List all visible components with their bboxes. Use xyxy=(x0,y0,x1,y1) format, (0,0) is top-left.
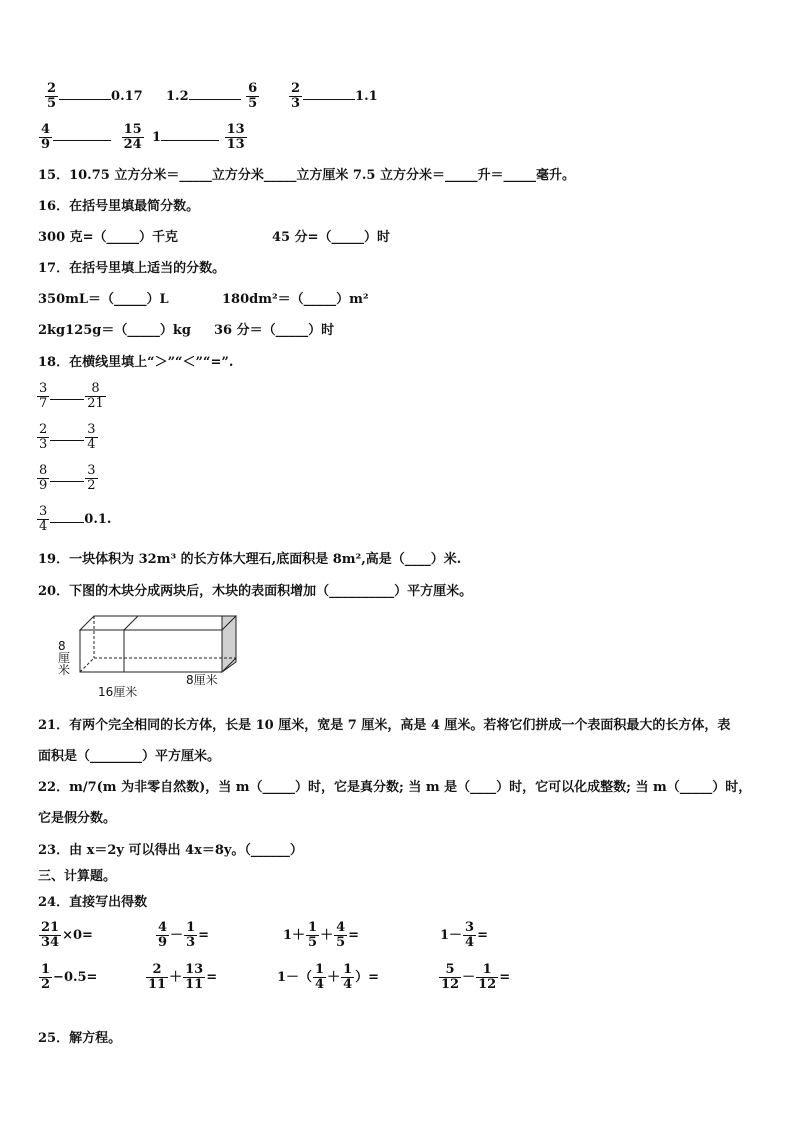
fraction: $\frac{2}{3}$ xyxy=(291,81,301,111)
fraction: $\frac{1}{4}$ xyxy=(315,962,325,992)
answer-blank[interactable] xyxy=(50,398,84,400)
question-21: 21．有两个完全相同的长方体，长是 10 厘米，宽是 7 厘米，高是 4 厘米。若将它们拼成一个表面积最大的长方体，表 xyxy=(38,718,731,733)
fraction: $\frac{1}{4}$ xyxy=(343,962,353,992)
question-15: 15．10.75 立方分米＝_____立方分米_____立方厘米 7.5 立方分米＝_____升＝_____毫升。 xyxy=(38,168,575,183)
fraction: $\frac{2}{3}$ xyxy=(39,422,48,452)
fraction: $\frac{21}{34}$ xyxy=(41,920,60,950)
fraction: $\frac{13}{11}$ xyxy=(185,962,204,992)
answer-blank[interactable] xyxy=(59,98,111,100)
figure-width-label: 8厘米 xyxy=(186,673,218,687)
question-23: 23．由 x＝2y 可以得出 4x＝8y。（______） xyxy=(38,843,303,858)
fraction: $\frac{15}{24}$ xyxy=(123,122,142,152)
question-25: 25．解方程。 xyxy=(38,1031,122,1046)
fraction: $\frac{2}{11}$ xyxy=(148,962,167,992)
q14-row2-item2: 1 $\frac{13}{13}$ xyxy=(152,122,245,152)
q14-row1-item2: 1.2 $\frac{6}{5}$ xyxy=(166,81,258,111)
question-21-line2: 面积是（________）平方厘米。 xyxy=(38,749,221,764)
fraction: $\frac{3}{4}$ xyxy=(87,422,96,452)
fraction: $\frac{3}{7}$ xyxy=(39,381,48,411)
q14-row1-item3: $\frac{2}{3}$ 1.1 xyxy=(291,81,378,111)
q14-row1-item1: $\frac{2}{5}$ 0.17 xyxy=(47,81,143,111)
wood-block-figure xyxy=(50,608,240,703)
fraction: $\frac{3}{2}$ xyxy=(87,463,96,493)
question-24: 24．直接写出得数 xyxy=(38,895,148,910)
question-18: 18．在横线里填上“＞”“＜”“=”. xyxy=(38,355,234,370)
fraction: $\frac{4}{9}$ xyxy=(158,920,168,950)
fraction: $\frac{8}{21}$ xyxy=(87,381,104,411)
calc-r2c4: $\frac{5}{12}$ － $\frac{1}{12}$ = xyxy=(441,962,511,992)
fraction: $\frac{2}{5}$ xyxy=(47,81,57,111)
block-top-face xyxy=(80,616,236,630)
answer-blank[interactable] xyxy=(50,439,84,441)
fraction: $\frac{1}{5}$ xyxy=(308,920,318,950)
q17-item-d: 36 分＝（_____）时 xyxy=(214,323,335,338)
fraction: $\frac{8}{9}$ xyxy=(39,463,48,493)
question-17: 17．在括号里填上适当的分数。 xyxy=(38,261,226,276)
fraction: $\frac{5}{12}$ xyxy=(441,962,460,992)
q14-row2-item1 xyxy=(38,123,145,152)
calc-r2c2: $\frac{2}{11}$ ＋ $\frac{13}{11}$ = xyxy=(148,962,218,992)
fraction: $\frac{1}{2}$ xyxy=(41,962,51,992)
fraction: $\frac{4}{5}$ xyxy=(336,920,346,950)
calc-r1c2: $\frac{4}{9}$ － $\frac{1}{3}$ = xyxy=(158,920,210,950)
calc-r1c1: $\frac{21}{34}$ ×0= xyxy=(41,920,93,950)
figure-length-label: 16厘米 xyxy=(98,685,138,699)
answer-blank[interactable] xyxy=(50,480,84,482)
question-22-line2: 它是假分数。 xyxy=(38,811,117,826)
answer-blank[interactable] xyxy=(189,98,241,100)
question-22: 22．m/7(m 为非零自然数)，当 m（_____）时，它是真分数; 当 m 是（____）时，它可以化成整数; 当 m（_____）时， xyxy=(38,780,752,795)
fraction: $\frac{3}{4}$ xyxy=(39,504,48,534)
q17-item-a: 350mL＝（_____）L xyxy=(38,292,169,307)
figure-height-label: 8 厘 米 xyxy=(58,639,71,677)
block-right-face xyxy=(222,616,236,672)
answer-blank[interactable] xyxy=(161,139,219,141)
question-16: 16．在括号里填最简分数。 xyxy=(38,199,200,214)
question-20: 20．下图的木块分成两块后，木块的表面积增加（__________）平方厘米。 xyxy=(38,584,473,599)
calc-r2c3: 1－（ $\frac{1}{4}$ ＋ $\frac{1}{4}$ ）= xyxy=(277,962,380,992)
q16-item-a: 300 克=（_____）千克 xyxy=(38,230,179,245)
q16-item-b: 45 分=（_____）时 xyxy=(272,230,391,245)
fraction: $\frac{4}{9}$ xyxy=(41,122,51,152)
answer-blank[interactable] xyxy=(50,521,84,523)
fraction: $\frac{1}{3}$ xyxy=(186,920,196,950)
fraction: $\frac{3}{4}$ xyxy=(465,920,475,950)
calc-r1c4: 1－ $\frac{3}{4}$ = xyxy=(440,920,488,950)
block-front-face xyxy=(80,630,222,672)
q17-item-b: 180dm²＝（_____）m² xyxy=(222,292,369,307)
q17-item-c: 2kg125g＝（_____）kg xyxy=(38,323,191,338)
fraction: $\frac{1}{12}$ xyxy=(478,962,497,992)
q18-row-1 xyxy=(36,382,107,411)
section-3-title: 三、计算题。 xyxy=(38,869,117,884)
fraction: $\frac{13}{13}$ xyxy=(226,122,245,152)
q18-row-3 xyxy=(36,464,99,493)
answer-blank[interactable] xyxy=(53,139,111,141)
fraction: $\frac{6}{5}$ xyxy=(248,81,258,111)
answer-blank[interactable] xyxy=(303,98,355,100)
question-19: 19．一块体积为 32m³ 的长方体大理石,底面积是 8m²,高是（____）米. xyxy=(38,552,462,567)
q18-row-4: $\frac{3}{4}$ 0.1. xyxy=(39,504,112,534)
calc-r2c1: $\frac{1}{2}$ −0.5= xyxy=(41,962,98,992)
q18-row-2 xyxy=(36,423,99,452)
calc-r1c3: 1＋ $\frac{1}{5}$ ＋ $\frac{4}{5}$ = xyxy=(283,920,360,950)
